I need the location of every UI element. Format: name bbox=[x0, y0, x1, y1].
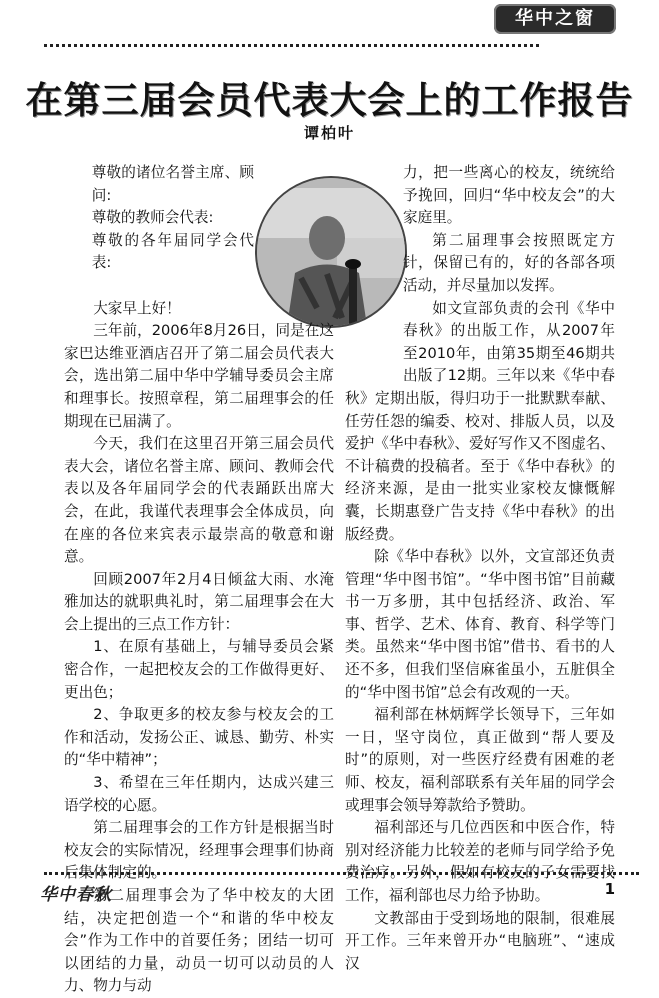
paragraph: 尊敬的诸位名誉主席、顾问: bbox=[91, 164, 254, 204]
right-column bbox=[345, 162, 615, 975]
paragraph: 除《华中春秋》以外，文宣部还负责管理“华中图书馆”。“华中图书馆”目前藏书一万多册，其中包括经济、政治、军事、哲学、艺术、体育、教育、科学等门类。虽然来“华中图书馆”借书、看书的人还不多，但我们坚信麻雀虽小，五脏俱全的“华中图书馆”总会有改观的一天。 bbox=[345, 548, 615, 701]
page-number: 1 bbox=[604, 880, 615, 898]
article-title: 在第三届会员代表大会上的工作报告 bbox=[25, 79, 634, 122]
journal-logo: 华中春秋 bbox=[40, 885, 112, 905]
paragraph: 如文宣部负责的会刊《华中春秋》的出版工作，从2007年至2010年，由第35期至46期共出版了12期。三年以来《华中春秋》定期出版，得归功于一批默默奉献、任劳任怨的编委、校对、排版人员，以及爱护《华中春秋》、爱好写作又不图虚名、不计稿费的投稿者。至于《华中春秋》的经济来源，是由一批实业家校友慷慨解囊，长期惠登广告支持《华中春秋》的出版经费。 bbox=[345, 299, 615, 543]
paragraph: 今天，我们在这里召开第三届会员代表大会，诸位名誉主席、顾问、教师会代表以及各年届同学会的代表踊跃出席大会，在此，我谨代表理事会全体成员，向在座的各位来宾表示最崇高的敬意和谢意。 bbox=[64, 435, 334, 566]
paragraph: 大家早上好！ bbox=[93, 299, 181, 317]
paragraph: 文教部由于受到场地的限制，很难展开工作。三年来曾开办“电脑班”、“速成汉 bbox=[345, 909, 615, 972]
paragraph: 1、在原有基础上，与辅导委员会紧密合作，一起把校友会的工作做得更好、更出色； bbox=[64, 638, 334, 701]
article-author: 谭柏叶 bbox=[303, 124, 355, 142]
paragraph: 3、希望在三年任期内，达成兴建三语学校的心愿。 bbox=[64, 774, 334, 814]
paragraph: 2、争取更多的校友参与校友会的工作和活动，发扬公正、诚恳、勤劳、朴实的“华中精神”； bbox=[64, 706, 334, 769]
paragraph: 福利部在林炳辉学长领导下，三年如一日，坚守岗位，真正做到“帮人要及时”的原则，对一些医疗经费有困难的老师、校友，福利部联系有关年届的同学会或理事会领导筹款给予赞助。 bbox=[345, 706, 615, 814]
bottom-dotted-rule bbox=[44, 872, 639, 875]
paragraph: 第二届理事会的工作方针是根据当时校友会的实际情况，经理事会理事们协商后集体制定的。 bbox=[64, 819, 334, 882]
photo-wrap-spacer bbox=[254, 162, 334, 312]
paragraph: 福利部还与几位西医和中医合作，特别对经济能力比较差的老师与同学给予免费治疗。另外，假如有校友的子女需要找工作，福利部也尽力给予协助。 bbox=[345, 819, 615, 904]
paragraph: 第二届理事会按照既定方针，保留已有的，好的各部各项活动，并尽量加以发挥。 bbox=[403, 231, 615, 294]
paragraph: 尊敬的教师会代表: bbox=[91, 209, 214, 227]
section-tag: 华中之窗 bbox=[494, 4, 616, 34]
paragraph: 三年前，2006年8月26日，同是在这家巴达维亚酒店召开了第二届会员代表大会，选出第二届中华中学辅导委员会主席和理事长。按照章程，第二届理事会的任期现在已届满了。 bbox=[64, 322, 334, 430]
paragraph: 力，把一些离心的校友，统统给予挽回，回归“华中校友会”的大家庭里。 bbox=[403, 164, 615, 227]
paragraph: 尊敬的各年届同学会代表: bbox=[91, 231, 254, 272]
paragraph: 第二届理事会为了华中校友的大团结，决定把创造一个“和谐的华中校友会”作为工作中的首要任务；团结一切可以团结的力量，动员一切可以动员的人力、物力与动 bbox=[64, 887, 334, 995]
paragraph: 回顾2007年2月4日倾盆大雨、水淹雅加达的就职典礼时，第二届理事会在大会上提出的三点工作方针： bbox=[64, 570, 334, 633]
photo-wrap-spacer bbox=[345, 162, 403, 368]
top-dotted-rule-right bbox=[44, 44, 539, 47]
